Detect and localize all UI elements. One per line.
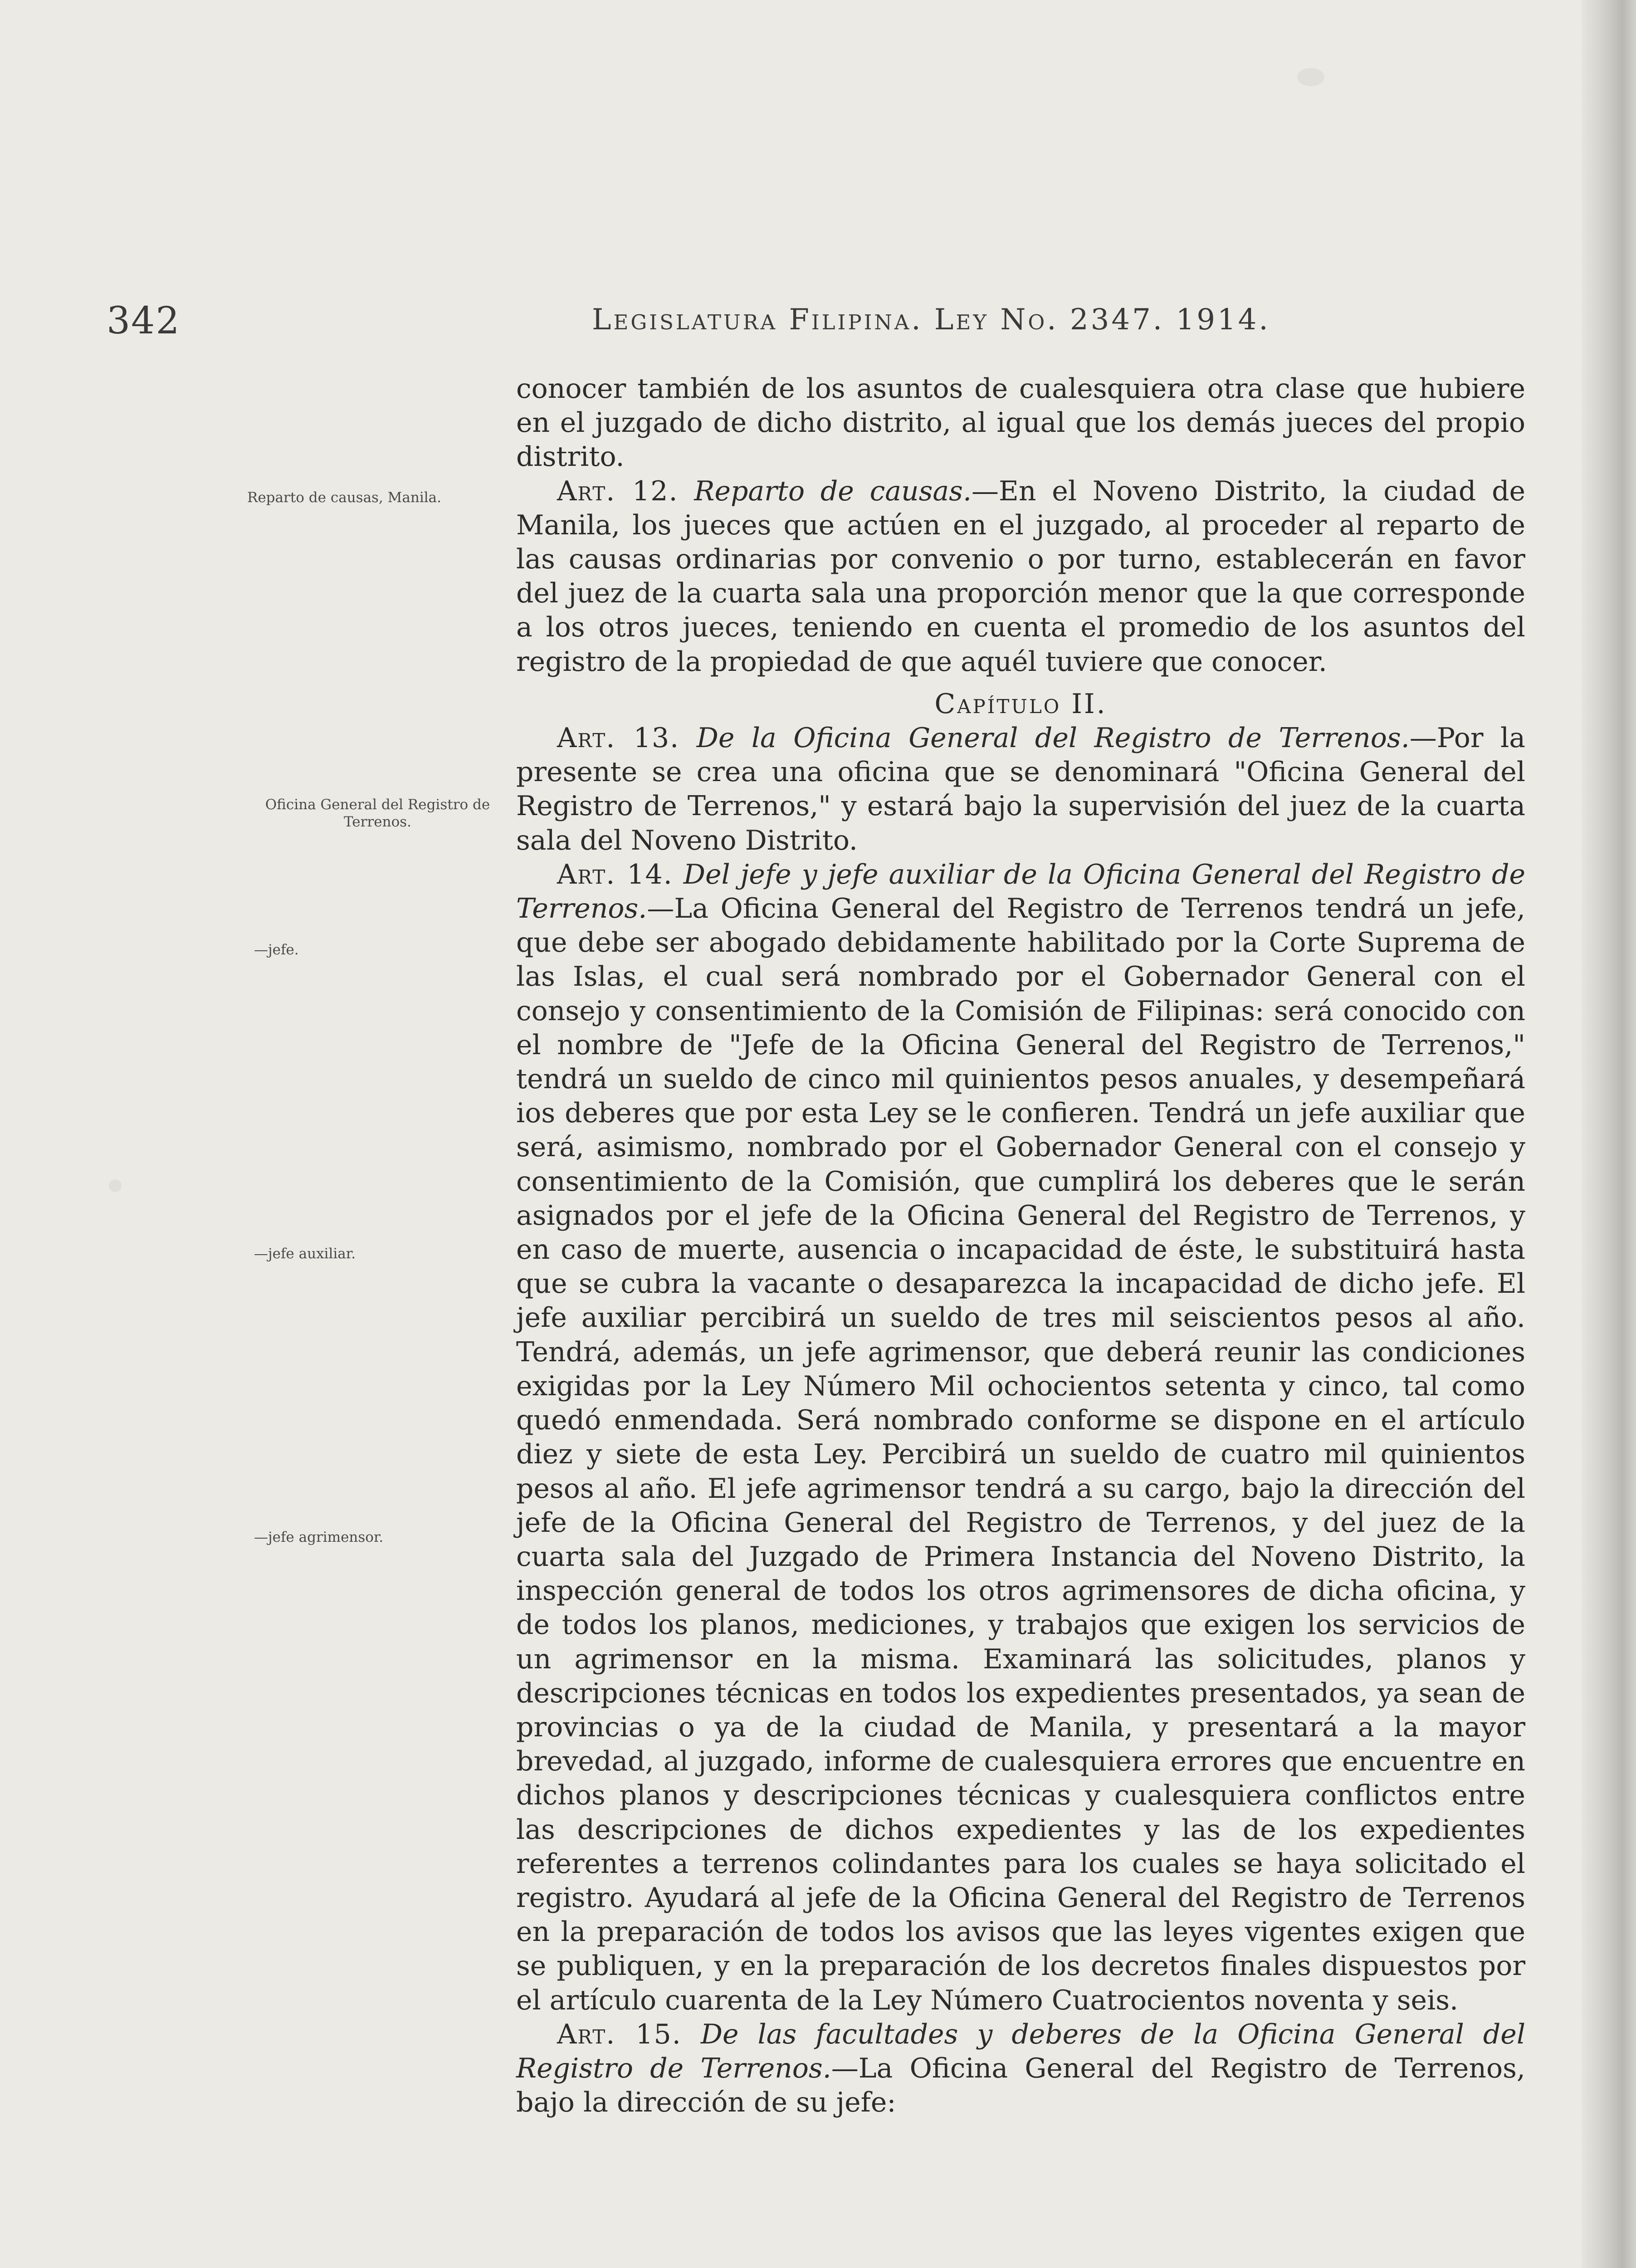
page-edge-shadow [1582,0,1636,2268]
article-13-label: Art. 13. [557,722,680,754]
article-12 [516,474,1525,679]
continuation-paragraph: conocer también de los asuntos de cualesquiera otra clase que hubiere en el juzgado de dicho distrito, al igual que los demás jueces del propio distrito. [516,373,1525,473]
article-12-text: —En el Noveno Distrito, la ciudad de Manila, los jueces que actúen en el juzgado, al proceder al reparto de las causas ordinarias por convenio o por turno, establecerán en favor del juez de la cuarta sala una proporción menor que la que corresponde a los otros jueces, teniendo en cuenta el promedio de los asuntos del registro de la propiedad de que aquél tuviere que conocer. [516,475,1525,678]
paper-stain [109,1179,122,1192]
article-14 [516,858,1525,2018]
article-13-title: De la Oficina General del Registro de Terrenos. [696,722,1410,754]
article-15-label: Art. 15. [557,2018,682,2050]
article-12-label: Art. 12. [557,475,679,507]
margin-note-jefe-agrimensor: —jefe agrimensor. [254,1529,384,1545]
article-14-label: Art. 14. [557,858,673,890]
margin-note-jefe-auxiliar: —jefe auxiliar. [254,1246,356,1262]
article-15-text: —La Oficina General del Registro de Terrenos, bajo la dirección de su jefe: [516,2052,1525,2119]
page-number: 342 [107,299,181,342]
article-14-title: Del jefe y jefe auxiliar de la Oficina General del Registro de Terrenos. [516,858,1526,925]
margin-note-reparto: Reparto de causas, Manila. [247,489,442,506]
margin-note-oficina: Oficina General del Registro de Terrenos. [265,797,490,830]
article-13 [516,721,1525,858]
article-15-title: De las facultades y deberes de la Oficina General del Registro de Terrenos. [516,2018,1526,2084]
page-body [516,372,1525,2120]
article-14-text: —La Oficina General del Registro de Terrenos tendrá un jefe, que debe ser abogado debidamente habilitado por la Corte Suprema de las Islas, el cual será nombrado por el Gobernador General con el consejo y consentimiento de la Comisión de Filipinas: será conocido con el nombre de "Jefe de la Oficina General del Registro de Terrenos," tendrá un sueldo de cinco mil quinientos pesos anuales, y desempeñará ios deberes que por esta Ley se le confieren. Tendrá un jefe auxiliar que será, asimismo, nombrado por el Gobernador General con el consejo y consentimiento de la Comisión, que cumplirá los deberes que le serán asignados por el jefe de la Oficina General del Registro de Terrenos, y en caso de muerte, ausencia o incapacidad de éste, le substituirá hasta que se cubra la vacante o desaparezca la incapacidad de dicho jefe. El jefe auxiliar percibirá un sueldo de tres mil seiscientos pesos al año. Tendrá, además, un jefe agrimensor, que deberá reunir las condiciones exigidas por la Ley Número Mil ochocientos setenta y cinco, tal como quedó enmendada. Será nombrado conforme se dispone en el artículo diez y siete de esta Ley. Percibirá un sueldo de cuatro mil quinientos pesos al año. El jefe agrimensor tendrá a su cargo, bajo la dirección del jefe de la Oficina General del Registro de Terrenos, y del juez de la cuarta sala del Juzgado de Primera Instancia del Noveno Distrito, la inspección general de todos los otros agrimensores de dicha oficina, y de todos los planos, mediciones, y trabajos que exigen los servicios de un agrimensor en la misma. Examinará las solicitudes, planos y descripciones técnicas en todos los expedientes presentados, ya sean de provincias o ya de la ciudad de Manila, y presentará a la mayor brevedad, al juzgado, informe de cualesquiera errores que encuentre en dichos planos y descripciones técnicas y cualesquiera conflictos entre las descripciones de dichos expedientes y las de los expedientes referentes a terrenos colindantes para los cuales se haya solicitado el registro. Ayudará al jefe de la Oficina General del Registro de Terrenos en la preparación de todos los avisos que las leyes vigentes exigen que se publiquen, y en la preparación de los decretos finales dispuestos por el artículo cuarenta de la Ley Número Cuatrocientos noventa y seis. [516,893,1525,2016]
article-15 [516,2018,1525,2120]
margin-note-jefe: —jefe. [254,942,299,958]
page-header [107,299,1522,349]
running-head: Legislatura Filipina. Ley No. 2347. 1914. [592,303,1270,337]
paper-stain [1297,68,1324,86]
chapter-heading: Capítulo II. [934,688,1107,720]
article-12-title: Reparto de causas. [694,475,972,507]
article-13-text: —Por la presente se crea una oficina que se denominará "Oficina General del Registro de Terrenos," y estará bajo la supervisión del juez de la cuarta sala del Noveno Distrito. [516,722,1525,856]
